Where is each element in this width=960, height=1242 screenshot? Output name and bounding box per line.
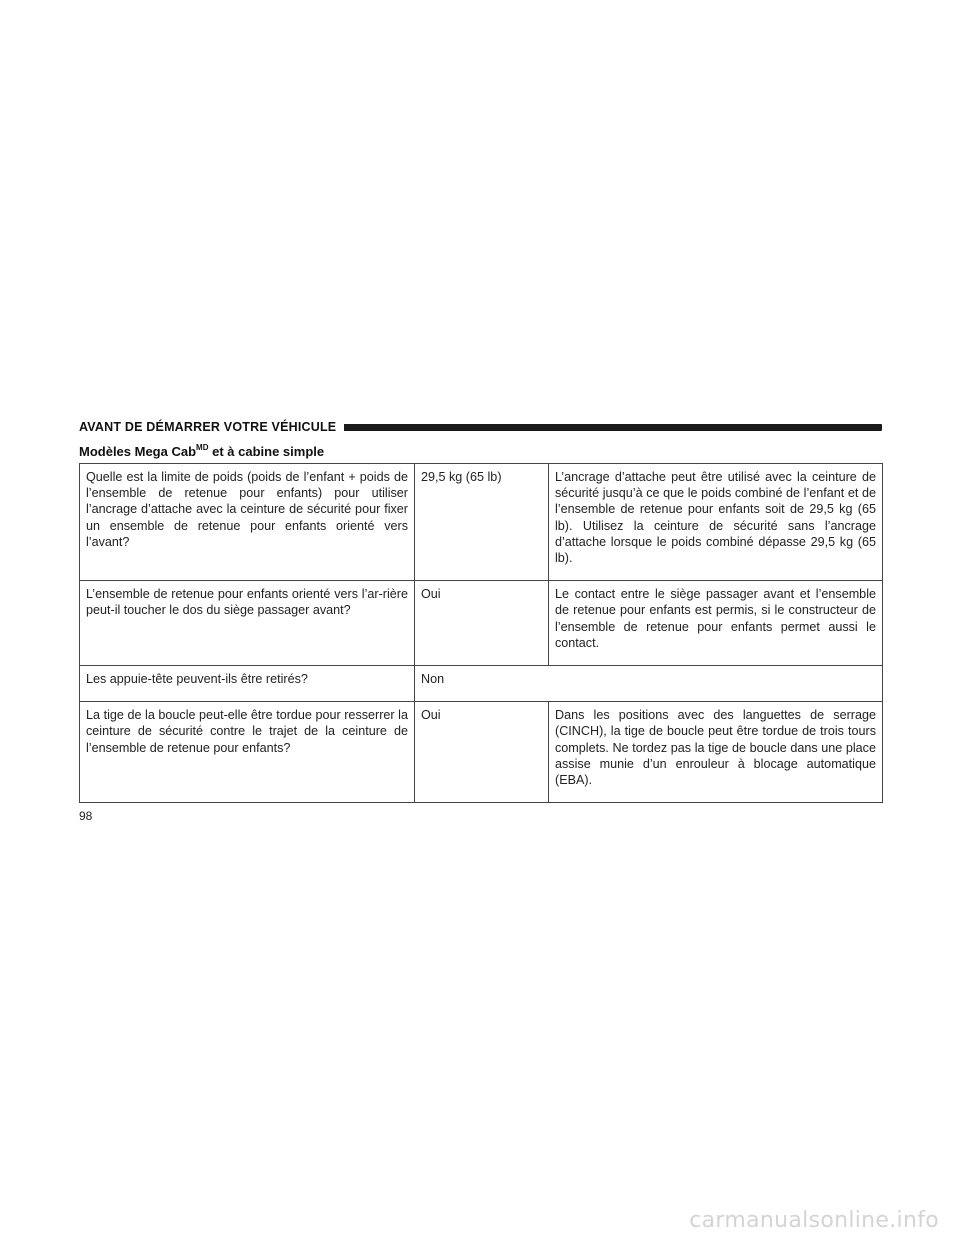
answer-cell: Oui	[415, 702, 549, 803]
question-cell: L’ensemble de retenue pour enfants orienté vers l’ar-rière peut-il toucher le dos du siège passager avant?	[80, 581, 415, 666]
detail-cell: L’ancrage d’attache peut être utilisé avec la ceinture de sécurité jusqu’à ce que le poids combiné de l’enfant et de l’ensemble de retenue pour enfants soit de 29,5 kg (65 lb). Utilisez la ceinture de sécurité sans l’ancrage d’attache lorsque le poids combiné dépasse 29,5 kg (65 lb).	[549, 464, 883, 581]
table-row	[80, 666, 883, 702]
subtitle-superscript: MD	[196, 442, 209, 452]
table-subtitle	[79, 444, 324, 459]
question-cell: Quelle est la limite de poids (poids de l’enfant + poids de l’ensemble de retenue pour enfants) pour utiliser l’ancrage d’attache avec la ceinture de sécurité pour fixer un ensemble de retenue pour enfants orienté vers l’avant?	[80, 464, 415, 581]
watermark: carmanualsonline.info	[689, 1208, 939, 1233]
answer-cell: Oui	[415, 581, 549, 666]
answer-cell: Non	[415, 666, 883, 702]
child-restraint-table	[79, 463, 883, 803]
subtitle-prefix: Modèles Mega Cab	[79, 444, 197, 459]
section-title: AVANT DE DÉMARRER VOTRE VÉHICULE	[79, 420, 337, 434]
answer-cell: 29,5 kg (65 lb)	[415, 464, 549, 581]
subtitle-suffix: et à cabine simple	[212, 444, 325, 459]
table-row	[80, 464, 883, 581]
section-header	[79, 418, 882, 436]
header-rule	[344, 424, 882, 431]
table-row	[80, 581, 883, 666]
table-row	[80, 702, 883, 803]
page-number: 98	[79, 809, 93, 823]
detail-cell: Le contact entre le siège passager avant et l’ensemble de retenue pour enfants est permis, si le constructeur de l’ensemble de retenue pour enfants permet aussi le contact.	[549, 581, 883, 666]
question-cell: Les appuie-tête peuvent-ils être retirés?	[80, 666, 415, 702]
question-cell: La tige de la boucle peut-elle être tordue pour resserrer la ceinture de sécurité contre le trajet de la ceinture de l’ensemble de retenue pour enfants?	[80, 702, 415, 803]
detail-cell: Dans les positions avec des languettes de serrage (CINCH), la tige de boucle peut être tordue de trois tours complets. Ne tordez pas la tige de boucle dans une place assise munie d’un enrouleur à blocage automatique (EBA).	[549, 702, 883, 803]
